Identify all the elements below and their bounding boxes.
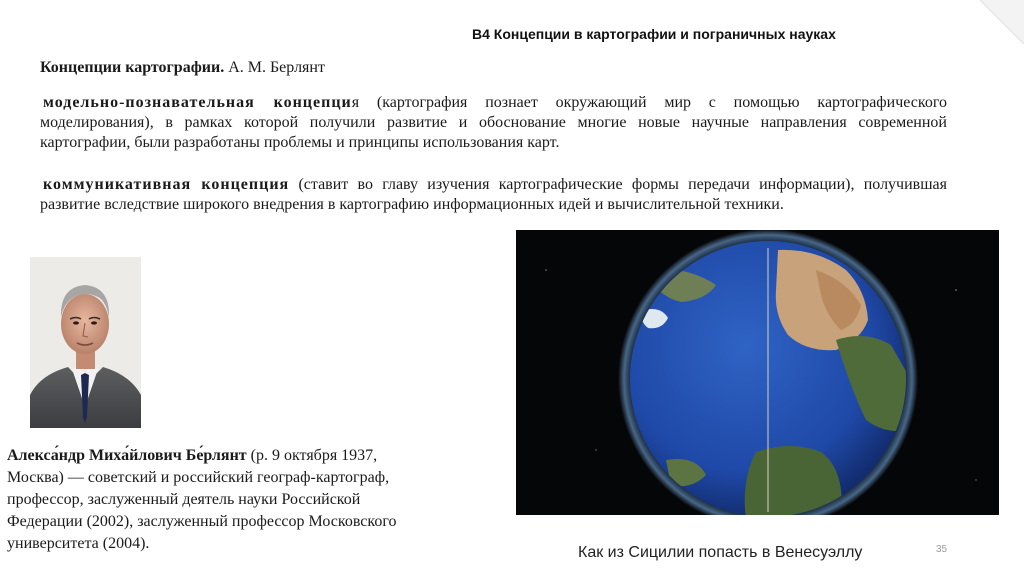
globe-image xyxy=(516,230,999,515)
globe-caption: Как из Сицилии попасть в Венесуэллу xyxy=(578,544,863,561)
concept-term: модельно-познавательная концепци xyxy=(43,94,352,111)
biography-text xyxy=(7,445,437,555)
portrait-photo xyxy=(30,257,141,428)
concept-text: я (картография познает окружающий мир с помощью картографического моделирования), в рамках которой получили развитие и обоснование многие новые научные направления современной картографии, были разработаны проблемы и принципы использования карт. xyxy=(40,94,947,151)
page-number: 35 xyxy=(936,544,948,555)
concept-paragraph-communicative xyxy=(40,175,947,215)
section-heading-bold: Концепции картографии. xyxy=(40,59,225,76)
biography-name: Алекса́ндр Миха́йлович Бе́рлянт xyxy=(7,447,247,464)
slide-title: В4 Концепции в картографии и пограничных науках xyxy=(472,26,836,42)
biography-details: (р. 9 октября 1937, Москва) — советский и российский географ-картограф, профессор, заслуженный деятель науки Российской Федерации (2002), заслуженный профессор Московского университета (2004). xyxy=(7,447,397,552)
section-heading-author: А. М. Берлянт xyxy=(224,59,325,76)
section-heading xyxy=(40,59,325,77)
concept-text: (ставит во главу изучения картографические формы передачи информации), получившая развитие вследствие широкого внедрения в картографию информационных идей и вычислительной техники. xyxy=(40,176,948,213)
concept-paragraph-modeling xyxy=(40,93,947,153)
concept-term: коммуникативная концепция xyxy=(43,176,290,193)
